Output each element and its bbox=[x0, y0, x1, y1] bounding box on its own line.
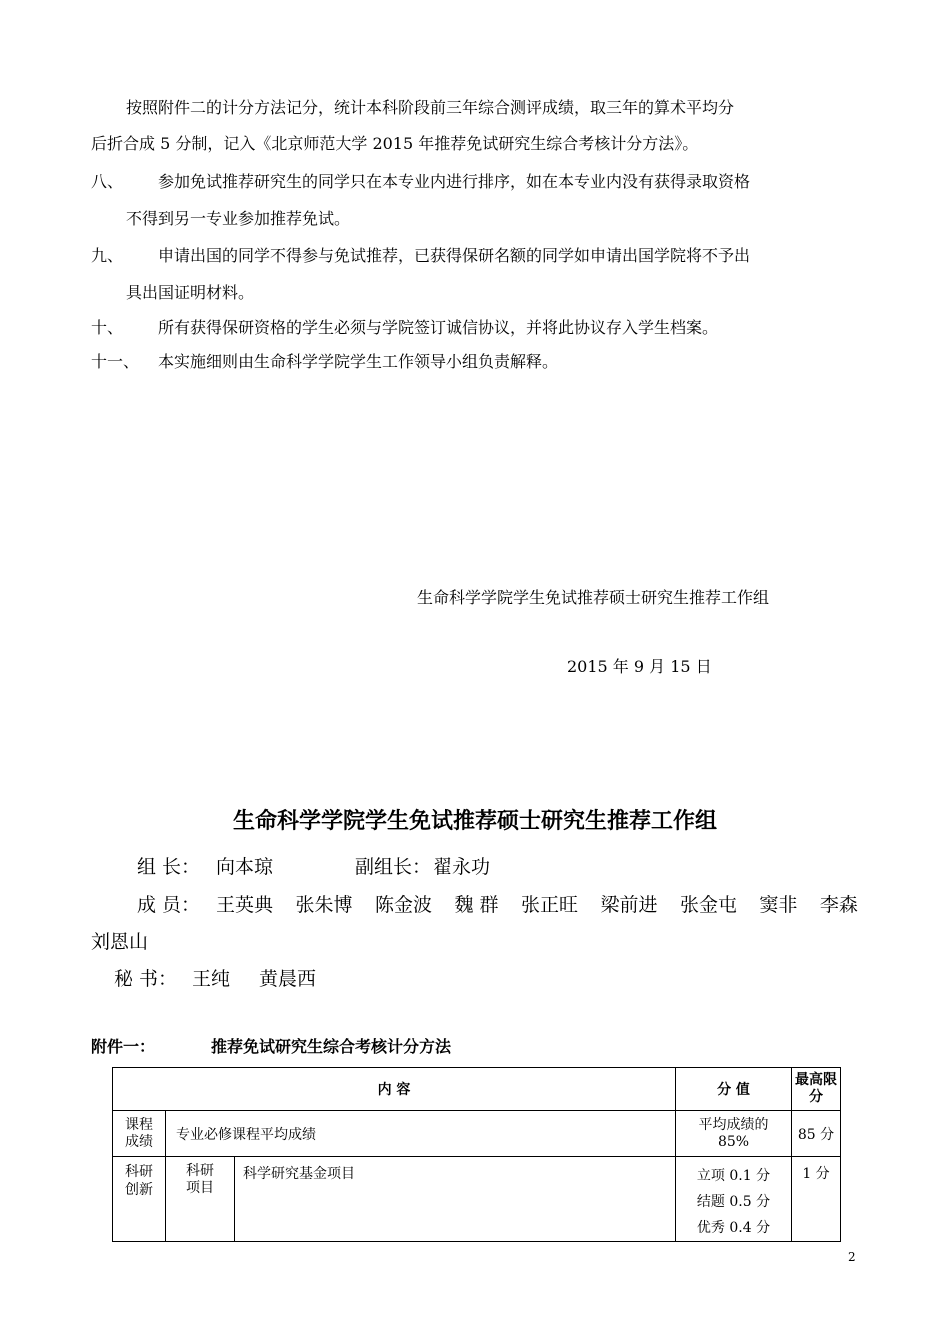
row-max: 1 分 bbox=[792, 1157, 841, 1242]
paragraph-line: 后折合成 5 分制，记入《北京师范大学 2015 年推荐免试研究生综合考核计分方法》。 bbox=[91, 134, 699, 153]
table-header-row bbox=[113, 1068, 841, 1111]
item-number: 十一、 bbox=[91, 352, 140, 371]
appendix-label: 附件一： bbox=[91, 1037, 156, 1056]
table-row bbox=[113, 1157, 841, 1242]
header-max: 最高限分 bbox=[792, 1068, 841, 1111]
member-name: 张朱博 bbox=[295, 894, 353, 916]
secretary-name: 王纯 bbox=[192, 968, 231, 990]
signature-org: 生命科学学院学生免试推荐硕士研究生推荐工作组 bbox=[417, 588, 770, 607]
paragraph-line: 参加免试推荐研究生的同学只在本专业内进行排序，如在本专业内没有获得录取资格 bbox=[158, 172, 751, 191]
header-content: 内 容 bbox=[113, 1068, 676, 1111]
paragraph-line: 按照附件二的计分方法记分，统计本科阶段前三年综合测评成绩，取三年的算术平均分 bbox=[126, 98, 735, 117]
deputy-name: 翟永功 bbox=[433, 856, 491, 878]
deputy-label: 副组长： bbox=[355, 856, 432, 878]
row-value: 优秀 0.4 分 bbox=[696, 1220, 771, 1236]
row-category: 课程成绩 bbox=[113, 1111, 166, 1157]
row-value-list bbox=[676, 1157, 792, 1242]
row-value: 结题 0.5 分 bbox=[696, 1194, 771, 1210]
member-name: 刘恩山 bbox=[91, 931, 149, 953]
table-row bbox=[113, 1111, 841, 1157]
secretary-name: 黄晨西 bbox=[259, 968, 317, 990]
scoring-table bbox=[112, 1067, 841, 1242]
row-category: 科研创新 bbox=[113, 1157, 166, 1242]
row-value: 立项 0.1 分 bbox=[696, 1168, 771, 1184]
page-number: 2 bbox=[848, 1250, 856, 1264]
paragraph-line: 本实施细则由生命科学学院学生工作领导小组负责解释。 bbox=[158, 352, 559, 371]
secretary-label: 秘 书： bbox=[114, 968, 178, 990]
paragraph-line: 申请出国的同学不得参与免试推荐，已获得保研名额的同学如申请出国学院将不予出 bbox=[158, 246, 751, 265]
member-name: 窦非 bbox=[759, 894, 798, 916]
member-name: 张金屯 bbox=[679, 894, 737, 916]
paragraph-line: 不得到另一专业参加推荐免试。 bbox=[126, 209, 351, 228]
member-name: 陈金波 bbox=[374, 894, 432, 916]
member-name: 梁前进 bbox=[600, 894, 658, 916]
member-name: 李森 bbox=[819, 894, 858, 916]
paragraph-line: 所有获得保研资格的学生必须与学院签订诚信协议，并将此协议存入学生档案。 bbox=[158, 318, 719, 337]
header-value: 分 值 bbox=[676, 1068, 792, 1111]
item-number: 八、 bbox=[91, 172, 124, 191]
leader-label: 组 长： bbox=[137, 856, 201, 878]
row-description: 科学研究基金项目 bbox=[235, 1157, 676, 1242]
member-name: 王英典 bbox=[216, 894, 274, 916]
members-label: 成 员： bbox=[137, 894, 201, 916]
item-number: 十、 bbox=[91, 318, 124, 337]
members-list bbox=[216, 893, 858, 917]
leader-name: 向本琼 bbox=[216, 856, 274, 878]
row-max: 85 分 bbox=[792, 1111, 841, 1157]
signature-date: 2015 年 9 月 15 日 bbox=[567, 657, 712, 676]
member-name: 张正旺 bbox=[520, 894, 578, 916]
item-number: 九、 bbox=[91, 246, 124, 265]
appendix-title: 推荐免试研究生综合考核计分方法 bbox=[211, 1037, 452, 1056]
committee-title: 生命科学学院学生免试推荐硕士研究生推荐工作组 bbox=[232, 809, 717, 834]
paragraph-line: 具出国证明材料。 bbox=[126, 283, 255, 302]
row-description: 专业必修课程平均成绩 bbox=[166, 1111, 676, 1157]
row-value: 平均成绩的 85% bbox=[676, 1111, 792, 1157]
member-name: 魏 群 bbox=[454, 894, 499, 916]
row-subcategory: 科研项目 bbox=[166, 1157, 235, 1242]
